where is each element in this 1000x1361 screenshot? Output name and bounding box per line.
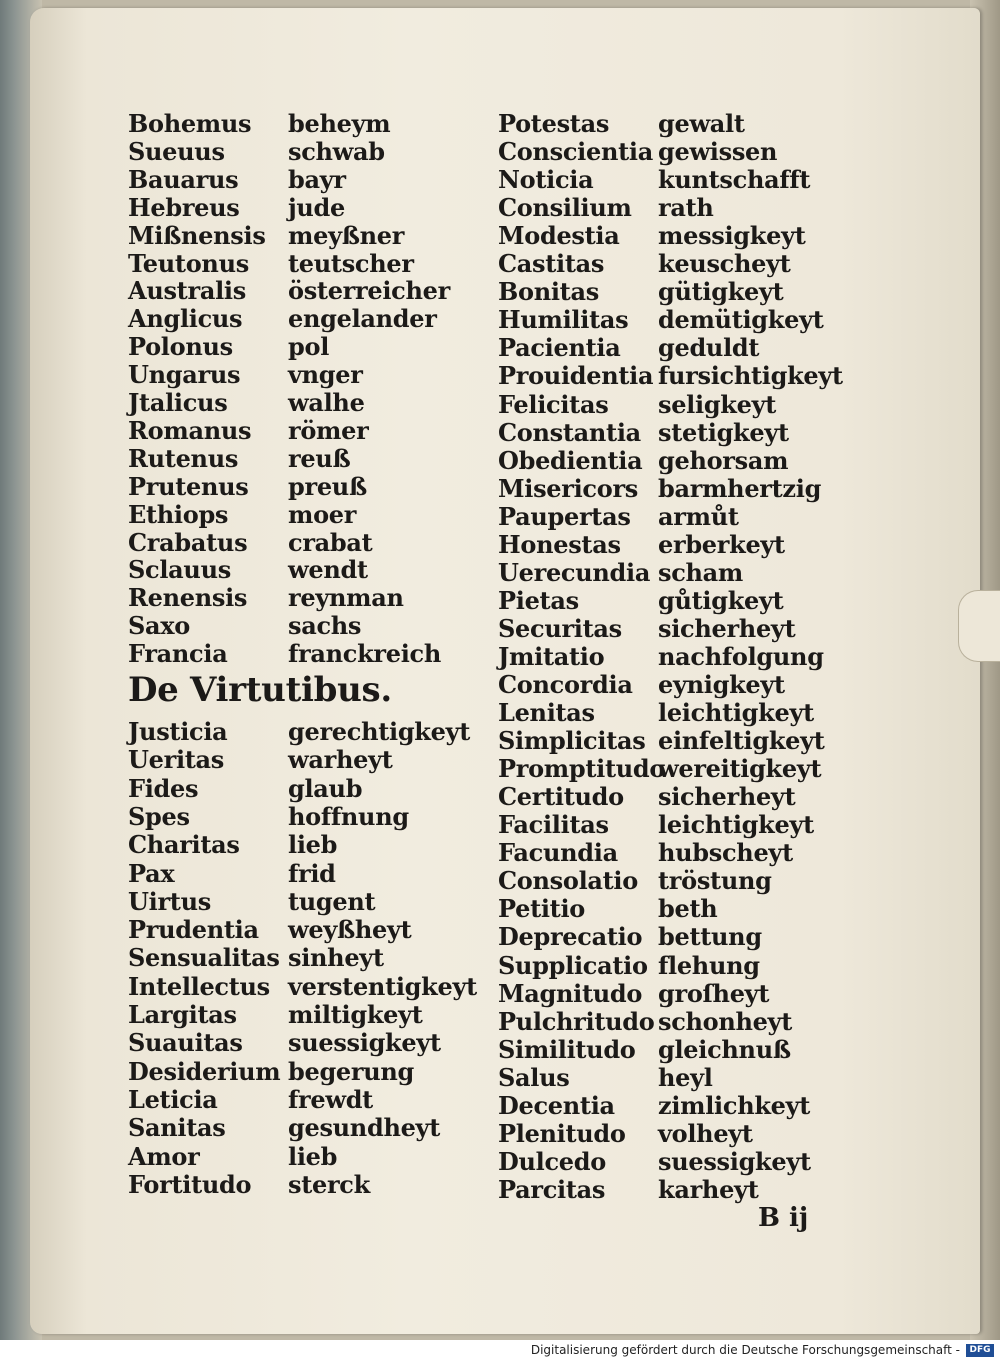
latin-term: Felicitas [498,390,609,419]
section-heading: De Virtutibus. [128,670,392,710]
latin-term: Castitas [498,249,605,278]
latin-term: Francia [128,639,228,668]
glossary-entry [128,529,528,557]
latin-term: Humilitas [498,305,629,334]
glossary-entry [128,944,528,972]
glossary-entry [498,1176,898,1204]
glossary-entry [128,222,528,250]
glossary-entry [128,277,528,305]
latin-term: Honestas [498,530,621,559]
german-term: franckreich [288,639,442,668]
glossary-entry [128,417,528,445]
latin-term: Simplicitas [498,726,646,755]
glossary-entry [128,718,528,746]
glossary-entry [498,559,898,587]
latin-term: Certitudo [498,782,624,811]
latin-term: Bohemus [128,109,252,138]
german-term: reynman [288,583,404,612]
german-term: gleichnuß [658,1035,791,1064]
latin-term: Concordia [498,670,633,699]
latin-term: Prudentia [128,915,259,944]
german-term: warheyt [288,745,393,774]
german-term: beheym [288,109,391,138]
latin-term: Consolatio [498,866,638,895]
latin-term: Sclauus [128,555,231,584]
german-term: fursichtigkeyt [658,361,843,390]
glossary-entry [498,923,898,951]
glossary-entry [498,1092,898,1120]
german-term: begerung [288,1057,415,1086]
german-term: hoffnung [288,802,409,831]
glossary-entry [128,250,528,278]
glossary-entry [128,640,528,668]
glossary-entry [128,1114,528,1142]
latin-term: Pax [128,859,175,888]
latin-term: Crabatus [128,528,248,557]
german-term: verstentigkeyt [288,972,477,1001]
glossary-entry [498,895,898,923]
german-term: suessigkeyt [658,1147,811,1176]
german-term: lieb [288,1142,338,1171]
glossary-entry [128,612,528,640]
glossary-entry [128,888,528,916]
latin-term: Bauarus [128,165,239,194]
german-term: geduldt [658,333,760,362]
german-term: gewalt [658,109,745,138]
latin-term: Ungarus [128,360,241,389]
german-term: meyßner [288,221,405,250]
glossary-entry [498,194,898,222]
latin-term: Largitas [128,1000,237,1029]
glossary-entry [128,305,528,333]
glossary-entry [498,391,898,419]
glossary-entry [498,980,898,1008]
latin-term: Fortitudo [128,1170,252,1199]
german-term: tugent [288,887,376,916]
glossary-entry [128,860,528,888]
glossary-entry [128,1001,528,1029]
latin-term: Sensualitas [128,943,280,972]
glossary-entry [128,361,528,389]
signature-mark: B ij [758,1203,809,1233]
latin-term: Obedientia [498,446,643,475]
latin-term: Rutenus [128,444,239,473]
latin-term: Plenitudo [498,1119,626,1148]
latin-term: Salus [498,1063,570,1092]
left-column [128,110,488,1210]
right-column [498,110,858,1210]
german-term: beth [658,894,718,923]
latin-term: Sueuus [128,137,225,166]
latin-term: Jtalicus [128,388,228,417]
glossary-entry [498,727,898,755]
glossary-entry [498,643,898,671]
glossary-entry [128,1171,528,1199]
glossary-entry [128,556,528,584]
glossary-entry [128,166,528,194]
german-term: sicherheyt [658,614,796,643]
footer-bar [0,1341,1000,1361]
glossary-entry [498,1036,898,1064]
german-term: barmhertzig [658,474,822,503]
latin-term: Parcitas [498,1175,606,1204]
latin-term: Romanus [128,416,252,445]
german-term: leichtigkeyt [658,698,814,727]
footer-credit: Digitalisierung gefördert durch die Deutsche Forschungsgemeinschaft - [530,1343,960,1357]
german-term: vnger [288,360,363,389]
german-term: karheyt [658,1175,759,1204]
glossary-entry [498,419,898,447]
latin-term: Australis [128,276,246,305]
latin-term: Renensis [128,583,248,612]
german-term: weyßheyt [288,915,412,944]
german-term: hubscheyt [658,838,793,867]
glossary-entry [498,783,898,811]
german-term: preuß [288,472,367,501]
latin-term: Hebreus [128,193,240,222]
glossary-entry [128,445,528,473]
german-term: walhe [288,388,365,417]
german-term: gewissen [658,137,778,166]
glossary-entry [128,1058,528,1086]
german-term: sicherheyt [658,782,796,811]
glossary-entry [498,362,898,390]
glossary-entry [128,803,528,831]
german-term: armůt [658,502,739,531]
latin-term: Promptitudo [498,754,666,783]
german-term: sachs [288,611,362,640]
german-term: engelander [288,304,437,333]
latin-term: Bonitas [498,277,599,306]
latin-term: Sanitas [128,1113,226,1142]
german-term: kuntschafft [658,165,811,194]
latin-term: Misericors [498,474,639,503]
german-term: schwab [288,137,385,166]
german-term: stetigkeyt [658,418,789,447]
german-term: lieb [288,830,338,859]
latin-term: Jmitatio [498,642,605,671]
latin-term: Intellectus [128,972,270,1001]
german-term: schonheyt [658,1007,793,1036]
german-term: heyl [658,1063,713,1092]
latin-term: Uirtus [128,887,211,916]
latin-term: Suauitas [128,1028,243,1057]
german-term: wendt [288,555,368,584]
glossary-entry [128,831,528,859]
glossary-entry [498,755,898,783]
latin-term: Teutonus [128,249,249,278]
latin-term: Consilium [498,193,632,222]
latin-term: Leticia [128,1085,218,1114]
glossary-entry [128,110,528,138]
glossary-entry [498,250,898,278]
glossary-entry [128,584,528,612]
latin-term: Similitudo [498,1035,636,1064]
glossary-entry [128,333,528,361]
german-term: gehorsam [658,446,789,475]
glossary-entry [498,475,898,503]
latin-term: Deprecatio [498,922,643,951]
german-term: tröstung [658,866,772,895]
latin-term: Pulchritudo [498,1007,655,1036]
german-term: glaub [288,774,363,803]
latin-term: Constantia [498,418,641,447]
german-term: seligkeyt [658,390,777,419]
german-term: volheyt [658,1119,753,1148]
latin-term: Pietas [498,586,579,615]
latin-term: Noticia [498,165,594,194]
german-term: sterck [288,1170,370,1199]
latin-term: Ueritas [128,745,225,774]
german-term: reuß [288,444,351,473]
glossary-entry [498,587,898,615]
german-term: erberkeyt [658,530,785,559]
glossary-entry [498,306,898,334]
page-tab [958,590,1000,662]
german-term: eynigkeyt [658,670,785,699]
glossary-entry [498,138,898,166]
dfg-logo: DFG [966,1344,994,1357]
latin-term: Facundia [498,838,618,867]
latin-term: Paupertas [498,502,631,531]
german-term: sinheyt [288,943,384,972]
german-term: leichtigkeyt [658,810,814,839]
glossary-entry [498,222,898,250]
german-term: pol [288,332,330,361]
latin-term: Supplicatio [498,951,648,980]
german-term: scham [658,558,744,587]
glossary-entry [128,473,528,501]
latin-term: Ethiops [128,500,229,529]
german-term: frid [288,859,336,888]
latin-term: Saxo [128,611,190,640]
latin-term: Dulcedo [498,1147,606,1176]
german-term: römer [288,416,369,445]
german-term: messigkeyt [658,221,806,250]
german-term: österreicher [288,276,450,305]
glossary-entry [128,138,528,166]
german-term: gerechtigkeyt [288,717,471,746]
latin-term: Mißnensis [128,221,266,250]
glossary-entry [498,1064,898,1092]
latin-term: Desiderium [128,1057,281,1086]
latin-term: Prutenus [128,472,249,501]
latin-term: Lenitas [498,698,595,727]
glossary-entry [498,110,898,138]
glossary-entry [498,278,898,306]
latin-term: Modestia [498,221,620,250]
latin-term: Prouidentia [498,361,654,390]
german-term: demütigkeyt [658,305,824,334]
latin-term: Charitas [128,830,240,859]
glossary-entry [128,916,528,944]
glossary-entry [128,1086,528,1114]
german-term: flehung [658,951,760,980]
glossary-entry [128,1029,528,1057]
glossary-entry [498,952,898,980]
latin-term: Polonus [128,332,233,361]
german-term: bettung [658,922,762,951]
german-term: gůtigkeyt [658,586,784,615]
latin-term: Potestas [498,109,610,138]
glossary-entry [128,973,528,1001]
latin-term: Justicia [128,717,228,746]
latin-term: Anglicus [128,304,243,333]
glossary-entry [128,501,528,529]
glossary-entry [498,1008,898,1036]
glossary-entry [498,671,898,699]
german-term: groſheyt [658,979,770,1008]
glossary-entry [498,699,898,727]
glossary-entry [128,389,528,417]
glossary-entry [498,531,898,559]
german-term: bayr [288,165,346,194]
german-term: gütigkeyt [658,277,784,306]
glossary-entry [128,1143,528,1171]
glossary-entry [498,166,898,194]
glossary-entry [128,746,528,774]
glossary-entry [498,1148,898,1176]
glossary-entry [498,839,898,867]
glossary-entry [498,811,898,839]
german-term: gesundheyt [288,1113,440,1142]
glossary-entry [498,867,898,895]
latin-term: Spes [128,802,190,831]
glossary-entry [498,334,898,362]
german-term: frewdt [288,1085,373,1114]
german-term: moer [288,500,357,529]
german-term: nachfolgung [658,642,824,671]
german-term: rath [658,193,714,222]
german-term: crabat [288,528,373,557]
latin-term: Pacientia [498,333,621,362]
german-term: miltigkeyt [288,1000,423,1029]
glossary-entry [498,615,898,643]
latin-term: Uerecundia [498,558,651,587]
latin-term: Securitas [498,614,622,643]
latin-term: Facilitas [498,810,609,839]
latin-term: Fides [128,774,199,803]
german-term: wereitigkeyt [658,754,822,783]
latin-term: Amor [128,1142,200,1171]
glossary-entry [498,503,898,531]
latin-term: Magnitudo [498,979,643,1008]
glossary-entry [498,447,898,475]
german-term: keuscheyt [658,249,791,278]
glossary-entry [498,1120,898,1148]
latin-term: Decentia [498,1091,615,1120]
german-term: einfeltigkeyt [658,726,825,755]
german-term: jude [288,193,345,222]
german-term: suessigkeyt [288,1028,441,1057]
glossary-entry [128,775,528,803]
latin-term: Petitio [498,894,585,923]
german-term: zimlichkeyt [658,1091,811,1120]
german-term: teutscher [288,249,414,278]
glossary-entry [128,194,528,222]
latin-term: Conscientia [498,137,653,166]
